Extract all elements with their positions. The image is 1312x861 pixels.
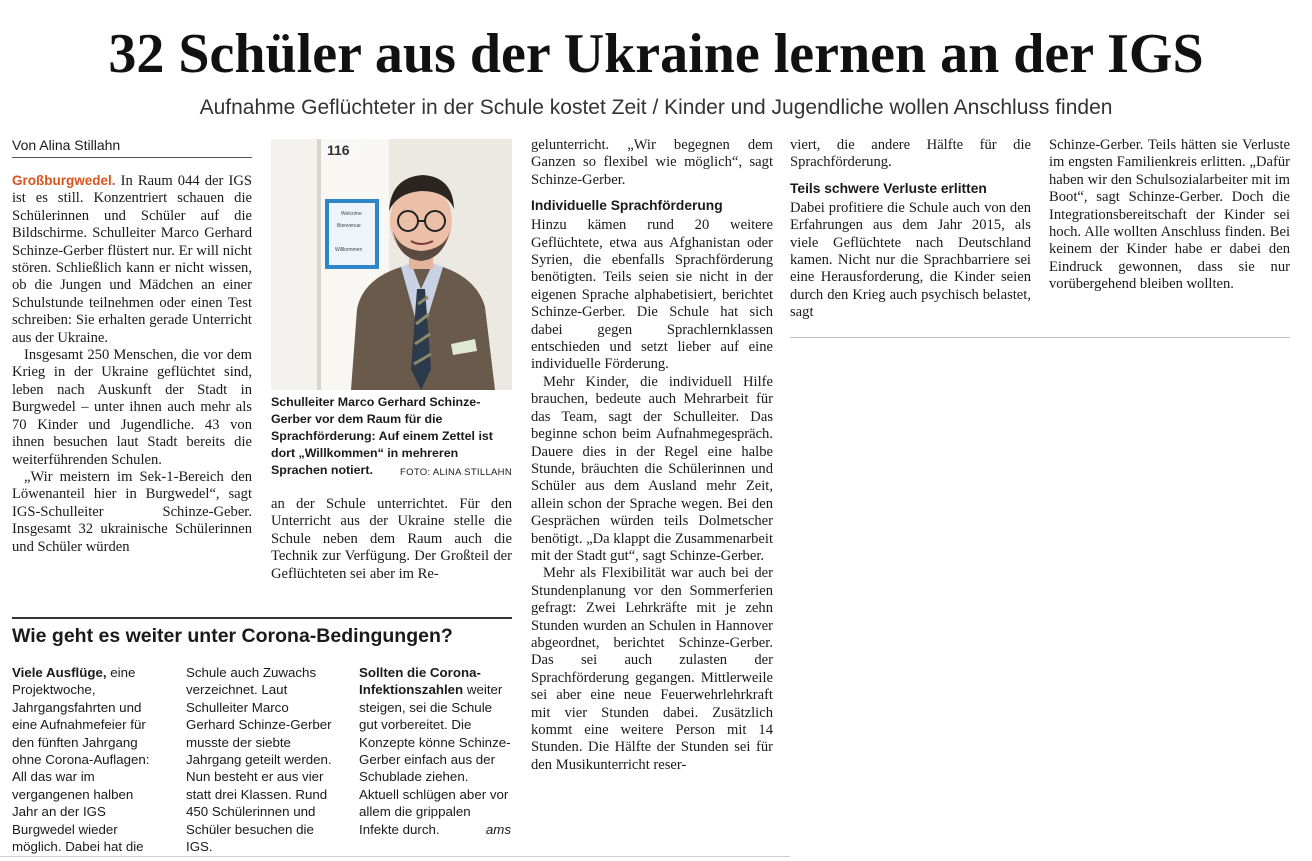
lead-text: Sollten die Corona-Infektionszahlen	[359, 665, 481, 698]
bottom-rule	[0, 856, 790, 857]
info-box-column-1	[12, 664, 162, 855]
paragraph-text: In Raum 044 der IGS ist es still. Konzentriert schauen die Schülerinnen und Schüler auf die Bildschirme. Schulleiter Marco Gerhard Schinze-Gerber flüstert nur. Er will nicht stören. Schließlich kann er nicht wissen, ob die Jungen und Mädchen an einer Schulstunde teilnehmen oder einen Test schreiben: Sie erhalten gerade Unterricht aus der Ukraine.	[12, 173, 252, 346]
article-column-3	[531, 137, 773, 774]
subheadline: Aufnahme Geflüchteter in der Schule kostet Zeit / Kinder und Jugendliche wollen Anschluss finden	[199, 96, 1113, 119]
box-top-rule	[12, 617, 512, 619]
info-box-title: Wie geht es weiter unter Corona-Bedingungen?	[12, 625, 453, 647]
photo-credit: FOTO: ALINA STILLAHN	[400, 467, 512, 478]
paragraph: „Wir meistern im Sek-1-Bereich den Löwenanteil hier in Burgwedel“, sagt IGS-Schulleiter Schinze-Geber. Insgesamt 32 ukrainische Schülerinnen und Schüler würden	[12, 468, 252, 555]
divider-rule	[790, 337, 1290, 338]
headline: 32 Schüler aus der Ukraine lernen an der IGS	[108, 23, 1204, 85]
article-column-4	[790, 137, 1031, 322]
photo-caption	[271, 394, 512, 481]
article-column-1	[12, 172, 252, 556]
body-text: Schule auch Zuwachs verzeichnet. Laut Schulleiter Marco Gerhard Schinze-Gerber musste der siebte Jahrgang geteilt werden. Nun besteht er aus vier statt drei Klassen. Rund 450 Schülerinnen und Schüler besuchen die IGS.	[186, 665, 332, 855]
paragraph: Mehr Kinder, die individuell Hilfe brauchen, bedeute auch Mehrarbeit für das Team, sagt der Schulleiter. Das beginne schon beim Aufnahmegespräch. Dauere dies in der Regel eine halbe Stunde, bräuchten die Schülerinnen und Schüler aus dem Ausland mehr Zeit, allein schon der Sprache wegen. Bei den Gesprächen würden teils Dolmetscher benötigt. „Da klappt die Zusammenarbeit mit der Stadt gut“, sagt Schinze-Gerber.	[531, 373, 773, 564]
lead-text: Viele Ausflüge,	[12, 665, 107, 680]
room-number: 116	[327, 142, 350, 158]
paragraph: Hinzu kämen rund 20 weitere Geflüchtete, etwa aus Afghanistan oder Syrien, die ebenfalls Sprachförderung benötigten. Teils seien sie nicht in der eigenen Sprache alphabetisiert, berichtet Schinze-Gerber. Die Schule hat sich dabei gegen Sprachlernklassen entschieden und setzt lieber auf eine individuelle Förderung.	[531, 217, 773, 373]
article-photo	[271, 139, 512, 390]
sign-line-2: Bienvenue	[337, 223, 361, 229]
photo-illustration	[271, 139, 512, 390]
paragraph: Dabei profitiere die Schule auch von den Erfahrungen aus dem Jahr 2015, als viele Geflüchtete nach Deutschland kamen. Nicht nur die Sprachbarriere sei eine Herausforderung, die Kinder seien durch den Krieg auch psychisch belastet, sagt	[790, 199, 1031, 321]
body-text: eine Projektwoche, Jahrgangsfahrten und eine Aufnahmefeier für den fünften Jahrgang ohne Corona-Auflagen: All das war im vergangenen halben Jahr an der IGS Burgwedel wieder möglich. Dabei hat die	[12, 665, 150, 855]
paragraph: Insgesamt 250 Menschen, die vor dem Krieg in der Ukraine geflüchtet sind, leben nach Auskunft der Stadt in Burgwedel – unter ihnen auch mehr als 70 Kinder und Jugendliche. 43 von ihnen besuchen laut Stadt bereits die weiterführenden Schulen.	[12, 347, 252, 468]
caption-text: Schulleiter Marco Gerhard Schinze-Gerber vor dem Raum für die Sprachförderung: Auf einem Zettel ist dort „Willkommen“ in mehreren Sprachen notiert.	[271, 395, 493, 477]
paragraph: Mehr als Flexibilität war auch bei der Stundenplanung vor den Sommerferien gefragt: Zwei Lehrkräfte mit je zehn Stunden wurden an Schulen in Hannover abgeordnet, berichtet Schinze-Gerber. Das sei auch zulasten der Sprachförderung gegangen. Mittlerweile sei aber eine neue Feuerwehrlehrkraft mit vier Stunden dabei. Zusätzlich kommt eine weitere Person mit 14 Stunden. Die Hälfte der Stunden sei für den Musikunterricht reser-	[531, 565, 773, 773]
paragraph: an der Schule unterrichtet. Für den Unterricht aus der Ukraine stelle die Schule neben dem Raum auch die Technik zur Verfügung. Der Großteil der Geflüchteten sei aber im Re-	[271, 496, 512, 582]
paragraph	[12, 172, 252, 347]
paragraph: viert, die andere Hälfte für die Sprachförderung.	[790, 137, 1031, 171]
paragraph: gelunterricht. „Wir begegnen dem Ganzen so flexibel wie möglich“, sagt Schinze-Gerber.	[531, 137, 773, 188]
subheading: Teils schwere Verluste erlitten	[790, 180, 987, 196]
paragraph: Schinze-Gerber. Teils hätten sie Verluste im engsten Familienkreis erlitten. „Dafür haben wir den Schulsozialarbeiter mit im Boot“, sagt Schinze-Gerber. Doch die Integrationsbereitschaft der Kinder sei hoch. Alle wollten Anschluss finden. Bei keinem der Kinder habe er dabei den Eindruck gewonnen, dass sie nur vorübergehend bleiben wollten.	[1049, 137, 1290, 293]
author-tag: ams	[485, 821, 511, 837]
article-column-2	[271, 496, 512, 583]
byline: Von Alina Stillahn	[12, 137, 252, 158]
dateline: Großburgwedel.	[12, 173, 116, 188]
sign-line-1: Welcome	[341, 211, 362, 217]
subheading: Individuelle Sprachförderung	[531, 198, 723, 214]
body-text: weiter steigen, sei die Schule gut vorbereitet. Die Konzepte könne Schinze-Gerber einfach aus der Schublade ziehen. Aktuell schlügen aber vor allem die grippalen Infekte durch.	[359, 682, 511, 837]
article-column-5	[1049, 137, 1290, 294]
sign-line-3: Willkommen	[335, 247, 363, 253]
info-box-column-2	[186, 664, 340, 855]
info-box-column-3	[359, 664, 511, 838]
